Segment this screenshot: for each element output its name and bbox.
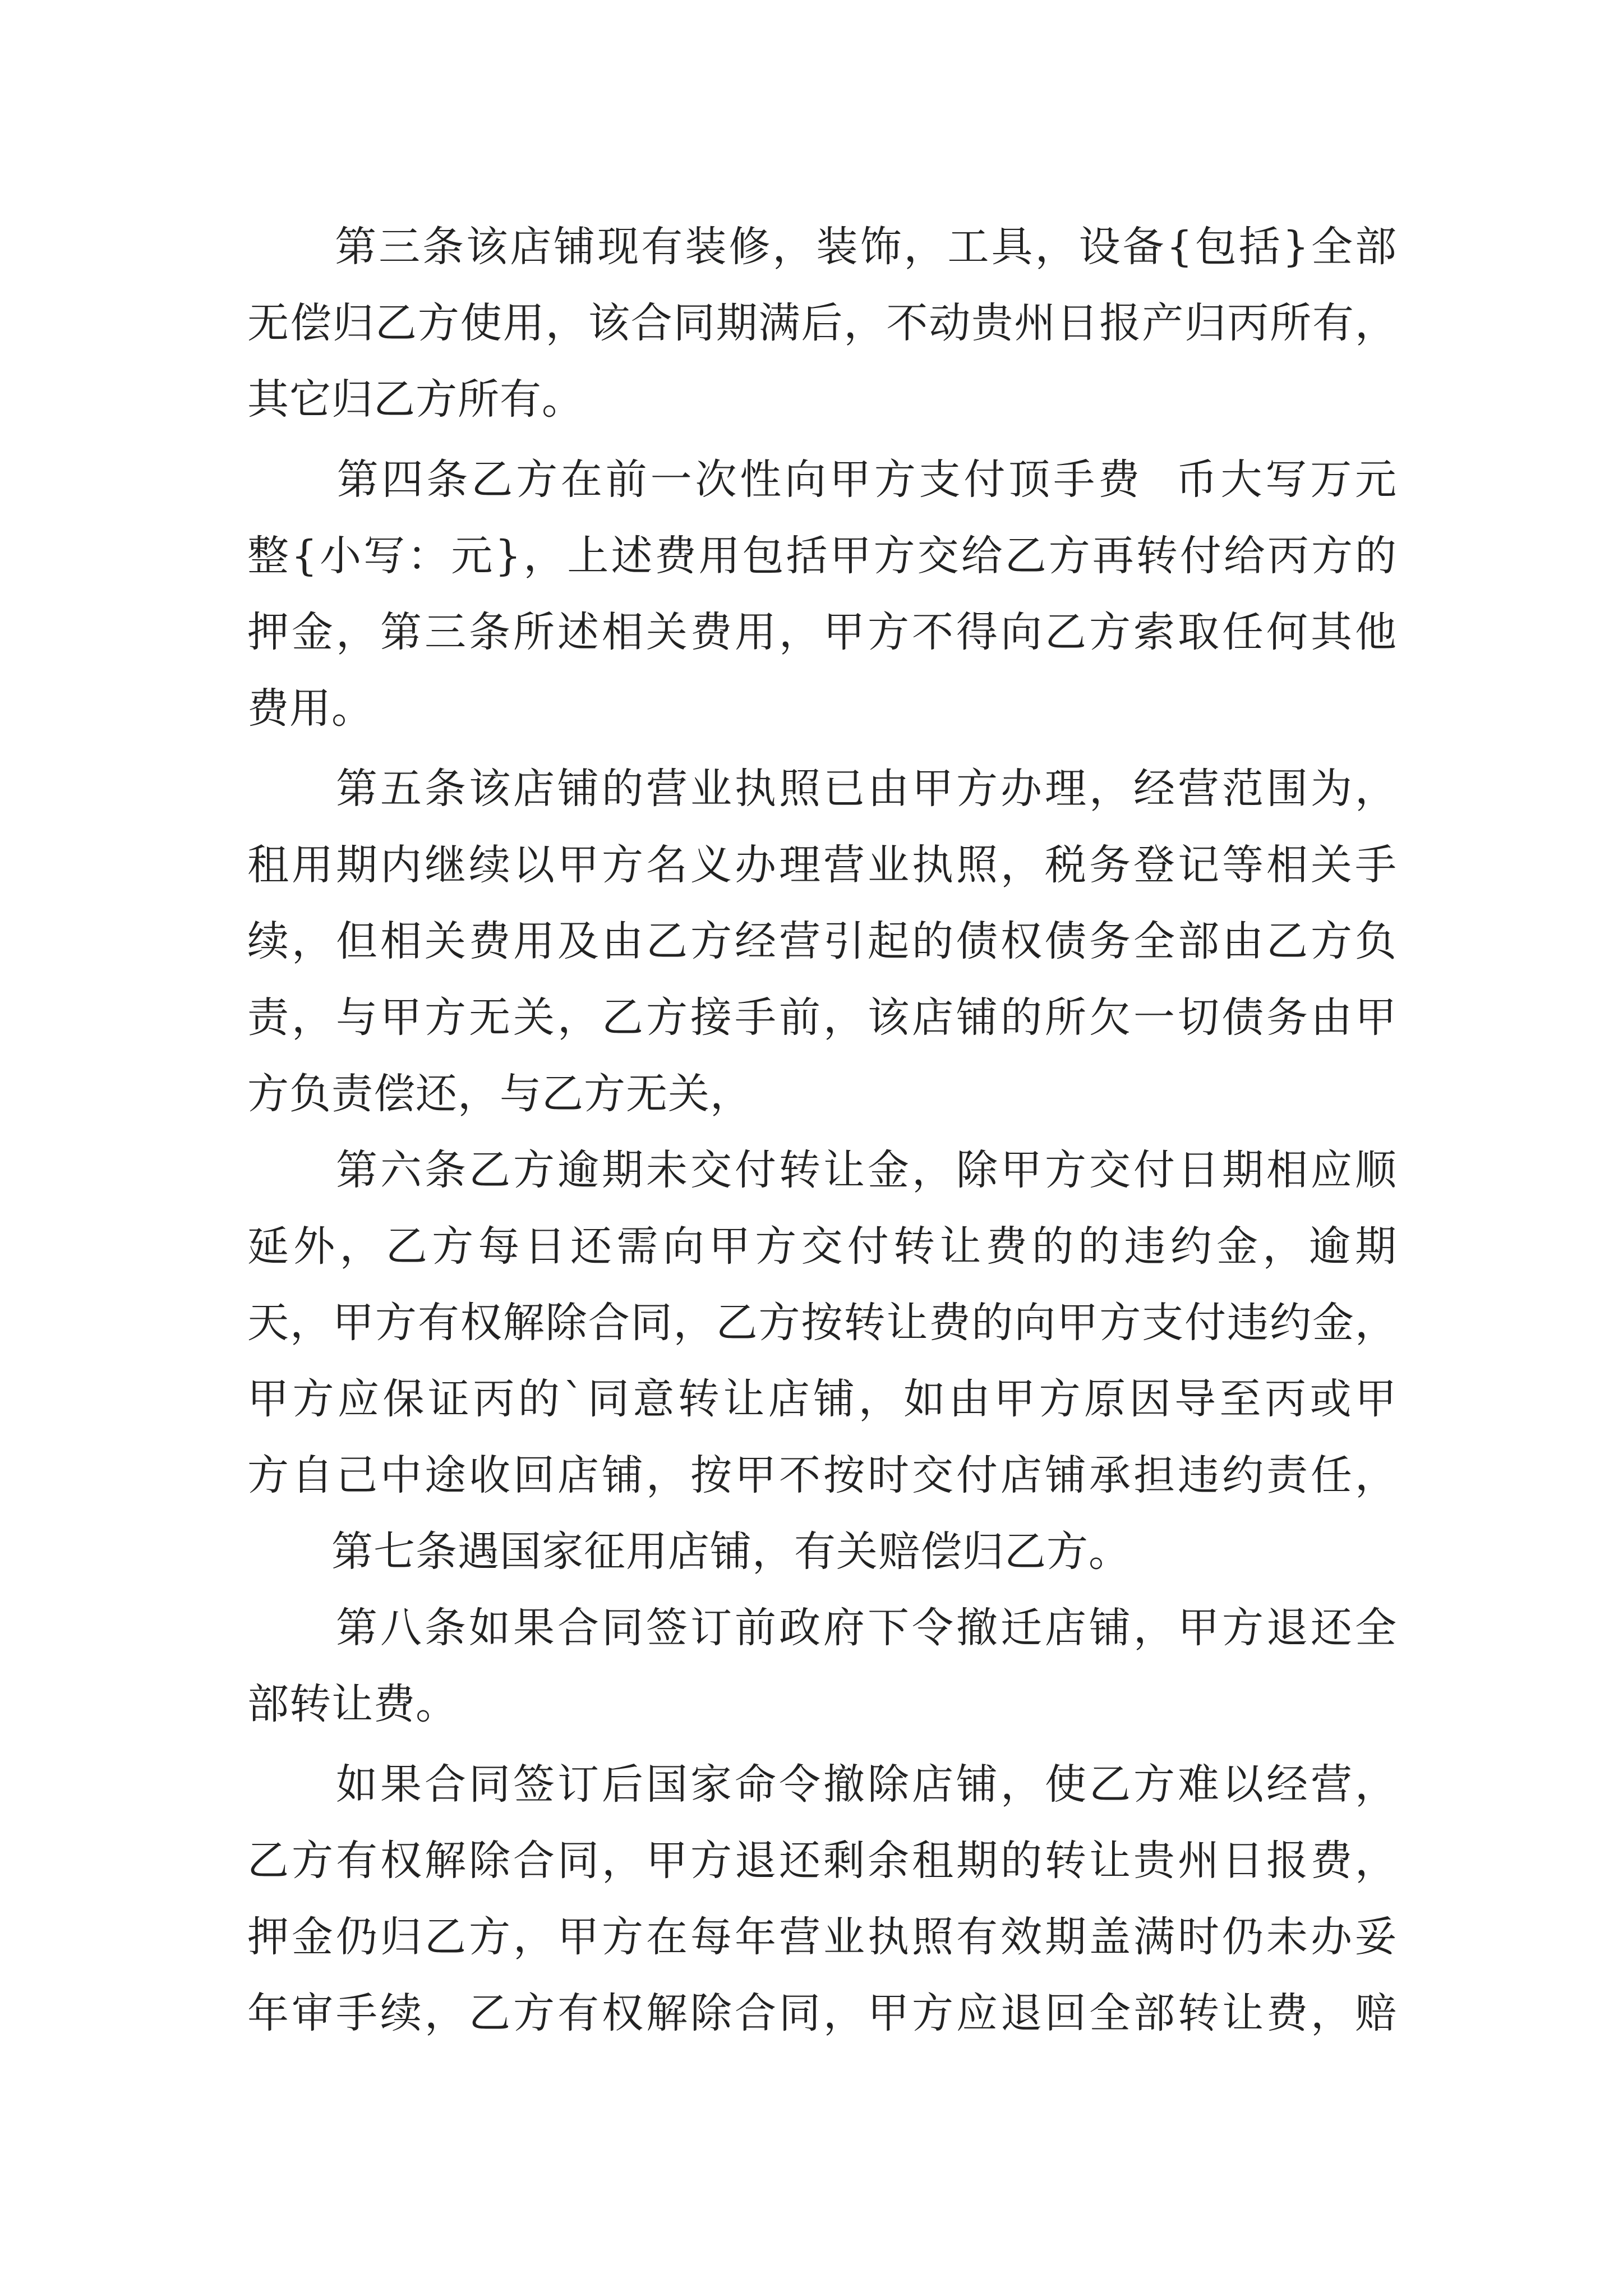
text-line: 天，甲方有权解除合同，乙方按转让费的向甲方支付违约金，	[247, 1299, 1397, 1347]
paragraph-article-6	[247, 1132, 1397, 1513]
text-line: 押金，第三条所述相关费用，甲方不得向乙方索取任何其他	[247, 608, 1397, 656]
text-line: 无偿归乙方使用，该合同期满后，不动贵州日报产归丙所有，	[247, 299, 1397, 347]
text-line: 续，但相关费用及由乙方经营引起的债权债务全部由乙方负	[247, 917, 1397, 965]
text-line: 延外，乙方每日还需向甲方交付转让费的的违约金，逾期	[247, 1222, 1397, 1271]
text-line: 第四条乙方在前一次性向甲方支付顶手费 币大写万元	[247, 455, 1397, 504]
text-line: 年审手续，乙方有权解除合同，甲方应退回全部转让费，赔	[247, 1989, 1397, 2037]
text-line: 第七条遇国家征用店铺，有关赔偿归乙方。	[247, 1527, 1131, 1576]
text-line: 甲方应保证丙的`同意转让店铺，如由甲方原因导至丙或甲	[247, 1375, 1397, 1423]
text-line: 第三条该店铺现有装修，装饰，工具，设备{包括}全部	[247, 223, 1397, 271]
text-line: 部转让费。	[247, 1680, 458, 1728]
text-line: 租用期内继续以甲方名义办理营业执照，税务登记等相关手	[247, 841, 1397, 889]
text-line: 乙方有权解除合同，甲方退还剩余租期的转让贵州日报费，	[247, 1837, 1397, 1885]
paragraph-article-3	[247, 209, 1397, 438]
text-line: 方自己中途收回店铺，按甲不按时交付店铺承担违约责任，	[247, 1451, 1397, 1499]
text-line: 方负责偿还，与乙方无关，	[247, 1070, 752, 1118]
paragraph-article-8-continued	[247, 1746, 1397, 2051]
text-line: 第五条该店铺的营业执照已由甲方办理，经营范围为，	[247, 765, 1397, 813]
text-line: 第六条乙方逾期未交付转让金，除甲方交付日期相应顺	[247, 1146, 1397, 1194]
paragraph-article-7	[247, 1513, 1397, 1590]
paragraph-article-4	[247, 441, 1397, 747]
document-body	[247, 209, 1397, 2051]
text-line: 费用。	[247, 684, 374, 733]
paragraph-article-8	[247, 1590, 1397, 1742]
text-line: 其它归乙方所有。	[247, 375, 584, 424]
text-line: 如果合同签订后国家命令撤除店铺，使乙方难以经营，	[247, 1760, 1397, 1809]
text-line: 第八条如果合同签订前政府下令撤迁店铺，甲方退还全	[247, 1604, 1397, 1652]
text-line: 整{小写：元}，上述费用包括甲方交给乙方再转付给丙方的	[247, 532, 1397, 580]
text-line: 责，与甲方无关，乙方接手前，该店铺的所欠一切债务由甲	[247, 993, 1397, 1042]
text-line: 押金仍归乙方，甲方在每年营业执照有效期盖满时仍未办妥	[247, 1913, 1397, 1961]
paragraph-article-5	[247, 751, 1397, 1132]
